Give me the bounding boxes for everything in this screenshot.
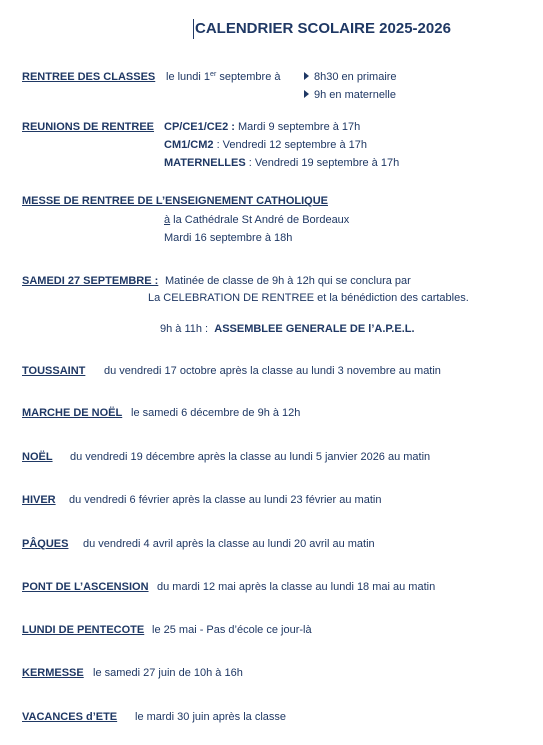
event-heading: PONT DE L’ASCENSION <box>22 581 149 593</box>
reunion-row <box>164 157 399 169</box>
rentree-text-after: septembre à <box>216 71 281 83</box>
event-heading: TOUSSAINT <box>22 365 86 377</box>
event-text: du vendredi 19 décembre après la classe au lundi 5 janvier 2026 au matin <box>70 451 431 463</box>
apel-line <box>160 323 415 335</box>
event-heading: HIVER <box>22 494 56 506</box>
reunion-row <box>164 121 360 133</box>
right-arrow-icon <box>304 72 309 80</box>
reunion-date: : Vendredi 19 septembre à 17h <box>245 157 400 169</box>
event-text: du mardi 12 mai après la classe au lundi 18 mai au matin <box>157 581 436 593</box>
event-text: du vendredi 4 avril après la classe au lundi 20 avril au matin <box>83 538 375 550</box>
reunion-date: Mardi 9 septembre à 17h <box>234 121 361 133</box>
samedi-heading: SAMEDI 27 SEPTEMBRE : <box>22 275 159 287</box>
messe-prefix: à <box>164 214 171 226</box>
samedi-line2: La CELEBRATION DE RENTREE et la bénédiction des cartables. <box>148 292 469 304</box>
event-heading: VACANCES d’ETE <box>22 711 118 723</box>
samedi-line1: Matinée de classe de 9h à 12h qui se conclura par <box>165 275 411 287</box>
event-heading: NOËL <box>22 451 53 463</box>
rentree-item-label: 8h30 en primaire <box>314 71 397 83</box>
messe-place: la Cathédrale St André de Bordeaux <box>170 214 350 226</box>
event-text: du vendredi 17 octobre après la classe au lundi 3 novembre au matin <box>104 365 441 377</box>
rentree-item-primaire <box>304 71 397 83</box>
rentree-item-label: 9h en maternelle <box>314 89 396 101</box>
reunion-class-label: CM1/CM2 <box>164 139 214 151</box>
event-text: le samedi 6 décembre de 9h à 12h <box>131 407 301 419</box>
event-text: du vendredi 6 février après la classe au lundi 23 février au matin <box>69 494 382 506</box>
messe-location <box>164 214 349 226</box>
rentree-item-maternelle <box>304 89 396 101</box>
right-arrow-icon <box>304 90 309 98</box>
event-text: le 25 mai - Pas d’école ce jour-là <box>152 624 312 636</box>
reunion-class-label: CP/CE1/CE2 : <box>164 121 235 133</box>
messe-date: Mardi 16 septembre à 18h <box>164 232 293 244</box>
rentree-heading: RENTREE DES CLASSES <box>22 71 156 83</box>
reunion-date: : Vendredi 12 septembre à 17h <box>213 139 368 151</box>
event-text: le samedi 27 juin de 10h à 16h <box>93 667 243 679</box>
event-heading: MARCHE DE NOËL <box>22 407 123 419</box>
rentree-sup: er <box>210 71 217 78</box>
reunion-class-label: MATERNELLES <box>164 157 246 169</box>
event-heading: KERMESSE <box>22 667 84 679</box>
messe-heading: MESSE DE RENTREE DE L’ENSEIGNEMENT CATHOLIQUE <box>22 195 328 207</box>
apel-label: ASSEMBLEE GENERALE DE l’A.P.E.L. <box>214 323 415 335</box>
reunion-row <box>164 139 367 151</box>
event-text: le mardi 30 juin après la classe <box>135 711 287 723</box>
apel-time: 9h à 11h : <box>160 323 209 335</box>
rentree-text-before: le lundi 1 <box>166 71 211 83</box>
reunions-heading: REUNIONS DE RENTREE <box>22 121 155 133</box>
text-cursor <box>193 19 194 39</box>
event-heading: LUNDI DE PENTECOTE <box>22 624 145 636</box>
event-heading: PÂQUES <box>22 538 69 550</box>
rentree-date <box>166 71 280 83</box>
page-title: CALENDRIER SCOLAIRE 2025-2026 <box>195 20 451 37</box>
